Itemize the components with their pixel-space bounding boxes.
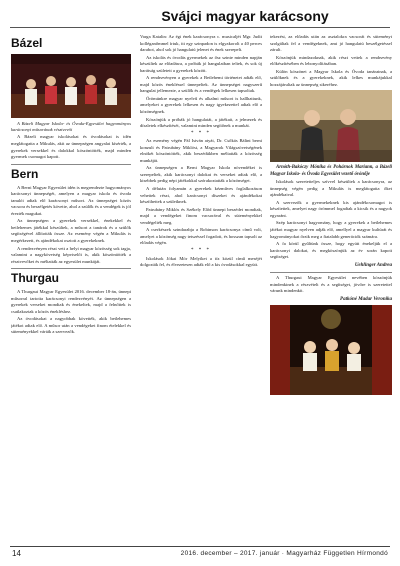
bazel-paragraph-1: A Bázeli magyar iskolásokat és óvodásokat is idén meglátogatta a Mikulás, akit az ünnepségen angyalai kísérték, a gyerekek versekkel és dalokkal köszöntötték, majd minden gyermek csomagot kapott.: [11, 134, 131, 160]
col2-paragraph-10: A cserkészek szindarabja a Robinson karácsonya című volt, amelyet a közönség nagy tetszéssel fogadott, és hosszan tapsolt az előadás végén.: [140, 227, 262, 246]
bazel-photo-caption: A Bázeli Magyar Iskola- és Óvoda-Egyesület hagyományos karácsonyi műsorának résztvevői: [11, 121, 131, 133]
col3-paragraph-7: A fa körül gyűltünk össze, hogy együtt énekeljük el a karácsonyi dalokat, és megköszönjük az év során kapott segítséget.: [270, 241, 392, 260]
col2-paragraph-5: Köszönjük a próbák jó hangulatát, a játékait, a jelmezek és díszletek elkészítését, valamint minden segítőnek a munkát.: [140, 116, 262, 129]
col2-paragraph-9: Patrubány Miklós és Székely Előd ünnepi beszédet mondtak, majd a vendégeket finom vacsorával és süteményekkel vendégelték meg.: [140, 206, 262, 225]
col2-paragraph-6: Az esemény végén Pál István atyát, Dr. Csőkás Bálint berni konzult és Patrubány Miklóst, a Magyarok Világszövetségének elnökét köszöntötték, akik beszédükben méltatták a közösség munkáját.: [140, 138, 262, 163]
col2-paragraph-2: Az iskolás és óvodás gyermekek az ősz szinte minden napján készültek az előadásra, a próbák jó hangulatban teltek, és sok új barátság született a gyerekek között.: [140, 54, 262, 73]
section-divider: [270, 272, 392, 273]
col3-paragraph-1: tekezést, az előadás után az asztalokra vacsorát és süteményt szolgáltak fel a vendégeknek, ami jó hangulatú beszélgetéssel zárult.: [270, 34, 392, 53]
col2-paragraph-8: A délután folyamán a gyerekek kézműves foglalkozáson vehettek részt, ahol karácsonyi díszeket és ajándékokat készíthettek a szüleiknek.: [140, 186, 262, 205]
column-2: [140, 34, 262, 534]
photo-bazel-children: [11, 54, 131, 118]
paragraph-separator: * * *: [191, 247, 211, 253]
section-heading-thurgau: Thurgau: [11, 271, 59, 286]
bern-paragraph-3: A rendezvényen részt vett a helyi magyar közösség sok tagja, valamint a nagykövetség képviselői is, akik köszöntötték a résztvevőket és méltatták az egyesület munkáját.: [11, 245, 131, 264]
photo-thurgau-stage: [270, 305, 392, 395]
column-1: [11, 34, 131, 534]
page-title: Svájci magyar karácsony: [161, 8, 329, 24]
col3-paragraph-8: A Thurgaui Magyar Egyesület nevében köszönjük mindenkinek a részvételt és a segítséget, jövőre is szeretettel várunk mindenkit.: [270, 275, 392, 294]
column-3: [270, 34, 392, 534]
thurgau-paragraph-2: Az óvodásokat a nagyobbak követték, akik betlehemes játékot adtak elő. A műsor után a vendégeket finom ételekkel és süteményekkel várták a szervezők.: [11, 316, 131, 335]
col2-paragraph-3: A rendezvényen a gyerekek a Betlehemi történetet adták elő, majd közös énekléssel ünnepeltek. Az ünnepséget nagyszerű hangulat jellemezte, a szülők és a vendégek lelkesen tapsoltak.: [140, 75, 262, 94]
teachers-photo-caption: Arnóth-Bakóczy Mónika és Pohárnok Mariann, a Bázeli Magyar Iskola- és Óvoda Egyesület vezető óvónője: [270, 165, 392, 177]
col3-paragraph-6: Szép karácsonyi hagyomány, hogy a gyerekek a betlehemes játékot magyar nyelven adják elő, amellyel a magyar kultúrát és hagyományokat őrzik meg a fiatalabb generációk számára.: [270, 220, 392, 239]
col2-paragraph-11: Iskolások Jókai Mór Melyiket a tíz közül című meséjét dolgozták fel, és élvezetesen adták elő a kis óvodásokkal együtt.: [140, 255, 262, 268]
col3-paragraph-2: Köszönjük mindazoknak, akik részt vettek a rendezvény előkészítésében és lebonyolításában.: [270, 54, 392, 67]
footer-issue-info: 2016. december – 2017. január · Magyarház Független Hírmondó: [180, 550, 388, 557]
title-rule: [10, 27, 390, 28]
col2-paragraph-1: Varga Katalin: Az égi ének karácsonyra c. musicaljét Mgr. Judit kolléganőmmel írtuk, itt egy szinpadon is elgyakorolt a 40 perces darabot, ahol sok jó hangulatú jelenet és ének szerepelt.: [140, 34, 262, 53]
photo-teachers: [270, 90, 392, 162]
thurgau-paragraph-1: A Thurgaui Magyar Egyesület 2016. december 18-án, ünnepi műsorral tartotta karácsonyi rendezvényét. Az ünnepségen a gyerekek verseket mondtak és énekeltek, majd a felnőttek is csatlakoztak a közös énekléshez.: [11, 289, 131, 314]
col3-paragraph-4: Iskolások szeretetteljes szívvel készültek a karácsonyra, az ünnepség végén pedig a Mikulás is meglátogatta őket ajándékaival.: [270, 179, 392, 198]
section-heading-bazel: Bázel: [11, 36, 43, 50]
author-signature-1: Uehlinger Andrea: [354, 262, 392, 268]
page-number: 14: [12, 549, 21, 558]
bern-paragraph-1: A Berni Magyar Egyesület idén is megrendezte hagyományos karácsonyi ünnepségét, amelyen a magyar iskola és óvoda tanulói adtak elő karácsonyi műsort. Az ünnepséget közös vacsora és beszélgetés követte, ahol a szülők és a vendégek is jól érezték magukat.: [11, 184, 131, 216]
bern-paragraph-2: Az ünnepségen a gyerekek versekkel, énekekkel és betlehemes játékkal készültek, a műsort a tanárok és a szülők segítségével állították össze. Az esemény végén a Mikulás is megérkezett, és ajándékokat osztott a gyerekeknek.: [11, 218, 131, 243]
page-footer: [10, 546, 390, 560]
col3-paragraph-3: Külön köszönet a Magyar Iskola és Óvoda tanárainak, a szülőknek és a gyerekeknek, akik lelkes munkájukkal hozzájárultak az ünnepség sikeréhez.: [270, 68, 392, 87]
paragraph-separator: * * *: [191, 130, 211, 136]
section-heading-bern: Bern: [11, 166, 39, 181]
col3-paragraph-5: A szervezők a gyermekeknek kis ajándékcsomagot is készítettek, amelyet nagy örömmel fogadtak a kicsik és a nagyok egyaránt.: [270, 199, 392, 218]
col2-paragraph-7: Az ünnepségen a Berni Magyar Iskola növendékei is szerepeltek, akik karácsonyi dalokat és verseket adtak elő, a kisebbek pedig népi játékokkal szórakoztatták a közönséget.: [140, 165, 262, 184]
author-signature-2: Patkóné Madar Veronika: [340, 296, 392, 302]
col2-paragraph-4: Örömünkre magyar nyelvű és alkalmi műsort is hallhattunk, amelyeket a gyerekek lelkesen és nagy igyekezettel adtak elő a közönségnek.: [140, 95, 262, 115]
section-divider: [11, 268, 131, 269]
section-divider: [11, 164, 131, 165]
